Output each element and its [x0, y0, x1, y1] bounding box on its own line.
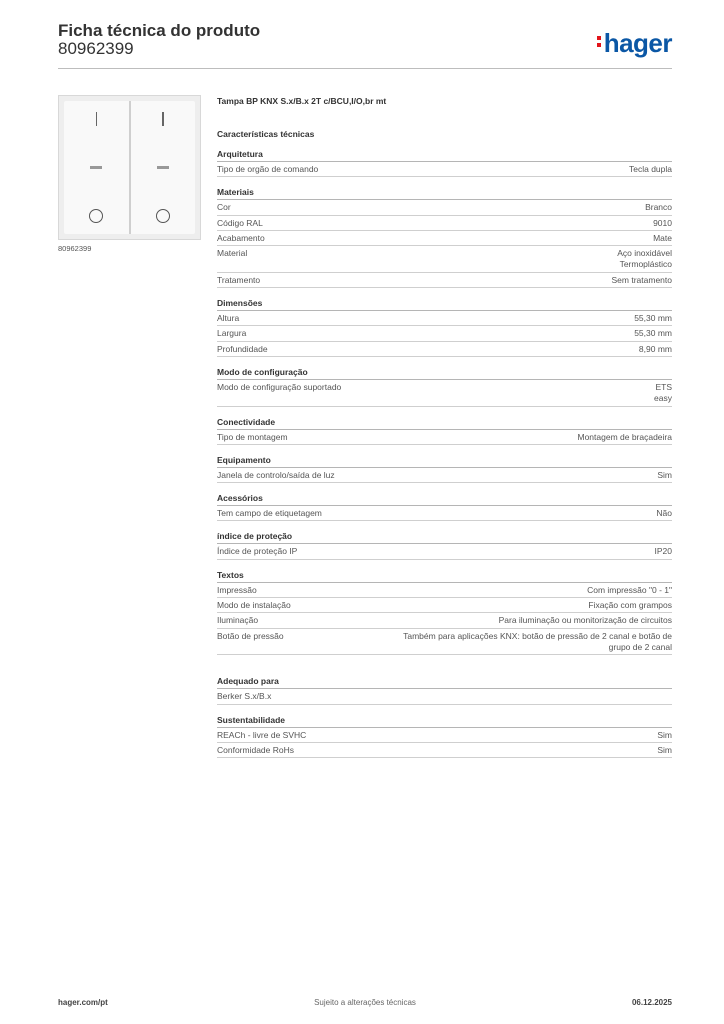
- section-adequado: [217, 676, 672, 704]
- spec-row: [217, 380, 672, 407]
- spec-row: [217, 743, 672, 758]
- spec-value-line: easy: [654, 393, 672, 404]
- footer-note: Sujeito a alterações técnicas: [314, 998, 416, 1007]
- spec-label: Modo de instalação: [217, 600, 291, 611]
- logo-dots-icon: [597, 33, 602, 50]
- off-symbol-icon: [89, 209, 103, 223]
- spec-value: Sem tratamento: [611, 274, 672, 285]
- on-symbol-icon: [162, 112, 164, 126]
- spec-label: Índice de proteção IP: [217, 546, 298, 557]
- section-title: Arquitetura: [217, 149, 672, 162]
- spec-label: Impressão: [217, 584, 257, 595]
- spec-label: Altura: [217, 313, 240, 324]
- spec-label: Iluminação: [217, 615, 259, 626]
- spec-content: [217, 96, 672, 758]
- spec-label: REACh - livre de SVHC: [217, 729, 307, 740]
- spec-row: [217, 246, 672, 273]
- spec-label: Modo de configuração suportado: [217, 381, 342, 392]
- spec-value-line: Termoplástico: [619, 259, 672, 270]
- left-rocker: [64, 101, 129, 234]
- spec-label: Acabamento: [217, 232, 265, 243]
- spec-value: Sim: [657, 744, 672, 755]
- section-acessorios: [217, 493, 672, 521]
- spec-row: [217, 326, 672, 341]
- spec-value: 9010: [653, 217, 672, 228]
- image-caption: 80962399: [58, 244, 92, 253]
- spec-label: Tipo de orgão de comando: [217, 164, 319, 174]
- spec-value-line: grupo de 2 canal: [608, 641, 672, 652]
- hager-logo: [597, 28, 672, 59]
- section-title: Equipamento: [217, 455, 672, 468]
- spec-label: Tratamento: [217, 274, 261, 285]
- spec-value-multi: [654, 382, 672, 405]
- led-window-icon: [157, 166, 169, 169]
- spec-value: Mate: [653, 232, 672, 243]
- spec-value-line: ETS: [655, 381, 672, 392]
- spec-value: Fixação com grampos: [588, 600, 672, 611]
- spec-row: [217, 583, 672, 598]
- spec-row: [217, 273, 672, 288]
- spec-label: Material: [217, 248, 248, 259]
- spec-label: Botão de pressão: [217, 630, 284, 641]
- section-title: Sustentabilidade: [217, 715, 672, 728]
- spec-row: [217, 468, 672, 483]
- section-arquitetura: [217, 149, 672, 177]
- spec-value: Branco: [645, 202, 672, 213]
- spec-value: Sim: [657, 469, 672, 480]
- section-title: Materiais: [217, 187, 672, 200]
- spec-row: [217, 200, 672, 215]
- spec-value-line: Também para aplicações KNX: botão de pressão de 2 canal e botão de: [403, 630, 672, 641]
- section-equipamento: [217, 455, 672, 483]
- section-title: Textos: [217, 570, 672, 583]
- section-title: Acessórios: [217, 493, 672, 506]
- spec-value: Sim: [657, 729, 672, 740]
- spec-value: Não: [656, 508, 672, 519]
- spec-value: IP20: [654, 546, 672, 557]
- product-name: Tampa BP KNX S.x/B.x 2T c/BCU,I/O,br mt: [217, 96, 387, 106]
- switch-plate-illustration: [64, 101, 195, 234]
- spec-label: Tem campo de etiquetagem: [217, 508, 322, 519]
- spec-row: [217, 598, 672, 613]
- spec-label: Berker S.x/B.x: [217, 691, 272, 702]
- spec-label: Largura: [217, 328, 247, 339]
- spec-label: Cor: [217, 202, 231, 213]
- spec-row: [217, 629, 672, 656]
- section-configuracao: [217, 367, 672, 407]
- section-title: Dimensões: [217, 298, 672, 311]
- tech-characteristics-title: Características técnicas: [217, 129, 315, 139]
- spec-value: 8,90 mm: [638, 343, 672, 354]
- section-title: Modo de configuração: [217, 367, 672, 380]
- section-sustentabilidade: [217, 715, 672, 759]
- section-materiais: [217, 187, 672, 288]
- spec-value-multi: [403, 631, 672, 654]
- right-rocker: [129, 101, 196, 234]
- spec-row: [217, 231, 672, 246]
- spec-value: Montagem de braçadeira: [577, 431, 672, 442]
- led-window-icon: [90, 166, 102, 169]
- spec-value: 55,30 mm: [634, 328, 672, 339]
- spec-row: [217, 728, 672, 743]
- spec-label: Janela de controlo/saída de luz: [217, 469, 335, 480]
- section-protecao: [217, 531, 672, 559]
- spec-row: [217, 311, 672, 326]
- spec-value-multi: [617, 248, 672, 271]
- spec-value: Tecla dupla: [628, 164, 672, 174]
- spec-row: [217, 162, 672, 177]
- on-symbol-icon: [96, 112, 98, 126]
- spec-row: [217, 430, 672, 445]
- spec-label: Tipo de montagem: [217, 431, 288, 442]
- section-title: Conectividade: [217, 417, 672, 430]
- header-divider: [58, 68, 672, 69]
- section-dimensoes: [217, 298, 672, 357]
- spec-label: Código RAL: [217, 217, 263, 228]
- section-conectividade: [217, 417, 672, 445]
- page-title: Ficha técnica do produto: [58, 21, 261, 40]
- spec-row: [217, 689, 672, 704]
- spec-row: [217, 342, 672, 357]
- section-textos: [217, 570, 672, 655]
- spec-row: [217, 544, 672, 559]
- spec-value-line: Aço inoxidável: [617, 248, 672, 259]
- off-symbol-icon: [156, 209, 170, 223]
- spec-label: Conformidade RoHs: [217, 744, 295, 755]
- spec-row: [217, 613, 672, 628]
- footer-date: 06.12.2025: [631, 998, 672, 1007]
- spec-value: 55,30 mm: [634, 313, 672, 324]
- spec-row: [217, 216, 672, 231]
- logo-text: hager: [603, 28, 672, 58]
- footer-website-link[interactable]: hager.com/pt: [58, 998, 108, 1007]
- product-code: 80962399: [58, 39, 134, 58]
- spec-value: Para iluminação ou monitorização de circuitos: [498, 615, 672, 626]
- section-title: índice de proteção: [217, 531, 672, 544]
- section-title: Adequado para: [217, 676, 672, 689]
- spec-label: Profundidade: [217, 343, 268, 354]
- product-image: [58, 95, 201, 240]
- spec-value: Com impressão "0 - 1": [587, 584, 672, 595]
- spec-row: [217, 506, 672, 521]
